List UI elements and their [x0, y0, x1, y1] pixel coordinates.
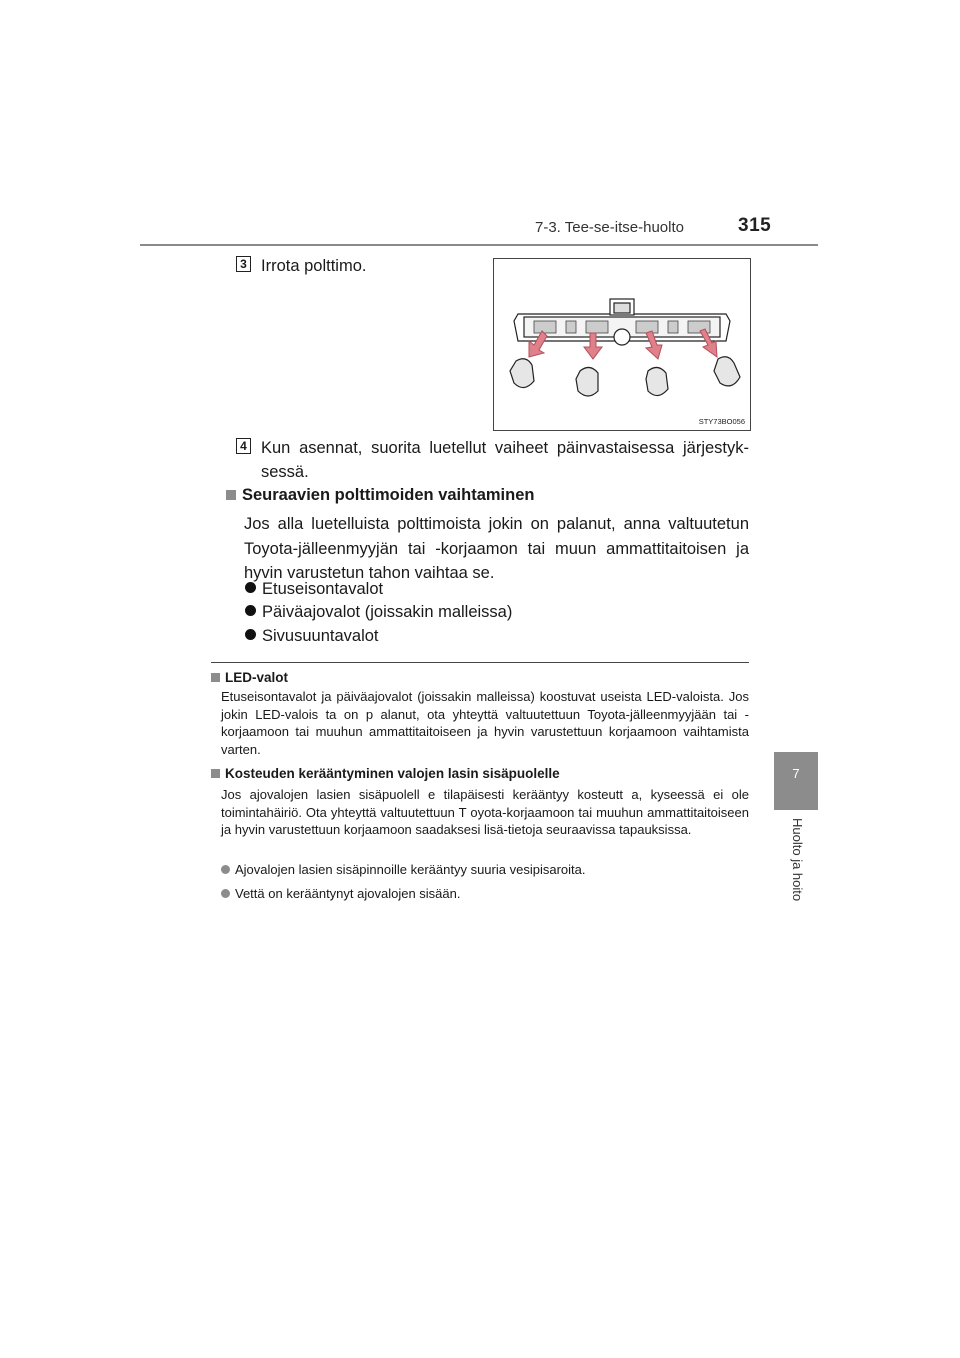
bullet-dot-icon — [245, 629, 256, 640]
step-3-number: 3 — [236, 256, 251, 272]
section-breadcrumb: 7-3. Tee-se-itse-huolto — [535, 219, 684, 236]
note-title-row — [211, 766, 560, 781]
bulb-diagram — [494, 259, 750, 430]
step-4-text: Kun asennat, suorita luetellut vaiheet päinvastaisessa järjestyk-sessä. — [261, 439, 749, 481]
list-item: Vettä on kerääntynyt ajovalojen sisään. — [221, 886, 460, 901]
bulb-3 — [646, 367, 668, 395]
square-bullet-icon — [211, 673, 220, 682]
bullet-dot-icon — [245, 605, 256, 616]
bullet-dot-icon — [245, 582, 256, 593]
note-title: LED-valot — [225, 670, 289, 685]
header-rule — [140, 244, 818, 246]
square-bullet-icon — [226, 490, 236, 500]
square-bullet-icon — [211, 769, 220, 778]
section-body: Jos alla luetelluista polttimoista jokin on palanut, anna valtuutetun Toyota-jälleenmyyjän tai -korjaamon tai muun ammattitaitoisen ja hyvin varustetun tahon vaihtaa se. — [244, 515, 749, 582]
list-item: Ajovalojen lasien sisäpinnoille kerääntyy suuria vesipisaroita. — [221, 862, 585, 877]
chapter-tab[interactable] — [774, 752, 818, 810]
figure-code: STY73BO056 — [698, 417, 745, 426]
note-text: Jos ajovalojen lasien sisäpuolell e tilapäisesti kerääntyy kosteutt a, kyseessä ei ole toimintahäiriö. Ota yhteyttä valtuutettuun T oyota-korjaamoon tai muuhun ammattitaitoiseen ja hyvin varustettuun korjaamoon saadaksesi lisä-tietoja seuraavissa tapauksissa. — [221, 787, 749, 837]
section-title-row — [226, 486, 534, 505]
list-item: Päiväajovalot (joissakin malleissa) — [245, 603, 512, 622]
bulb-2 — [576, 367, 598, 396]
list-item: Etuseisontavalot — [245, 580, 383, 599]
bulb-removal-figure — [493, 258, 751, 431]
note-text: Etuseisontavalot ja päiväajovalot (joissakin malleissa) koostuvat useista LED-valoista. Jos jokin LED-valois ta on p alanut, ota yhteyttä valtuutettuun Toyota-jälleenmyyjään tai -korjaamoon tai muuhun ammattitaitoiseen ja hyvin varustettuun korjaamoon vaihtamista varten. — [221, 689, 749, 757]
list-item: Sivusuuntavalot — [245, 627, 379, 646]
note-title: Kosteuden kerääntyminen valojen lasin sisäpuolelle — [225, 766, 560, 781]
step-4-number: 4 — [236, 438, 251, 454]
note-title-row — [211, 670, 288, 685]
step-3-text: Irrota polttimo. — [261, 257, 367, 275]
chapter-label: Huolto ja hoito — [790, 818, 805, 902]
section-title: Seuraavien polttimoiden vaihtaminen — [242, 486, 535, 504]
page-number: 315 — [738, 215, 772, 236]
section-divider — [211, 662, 749, 663]
bullet-dot-icon — [221, 865, 230, 874]
chapter-number: 7 — [792, 766, 800, 781]
bulb-1 — [510, 359, 534, 388]
bulb-4 — [714, 357, 740, 386]
bullet-dot-icon — [221, 889, 230, 898]
